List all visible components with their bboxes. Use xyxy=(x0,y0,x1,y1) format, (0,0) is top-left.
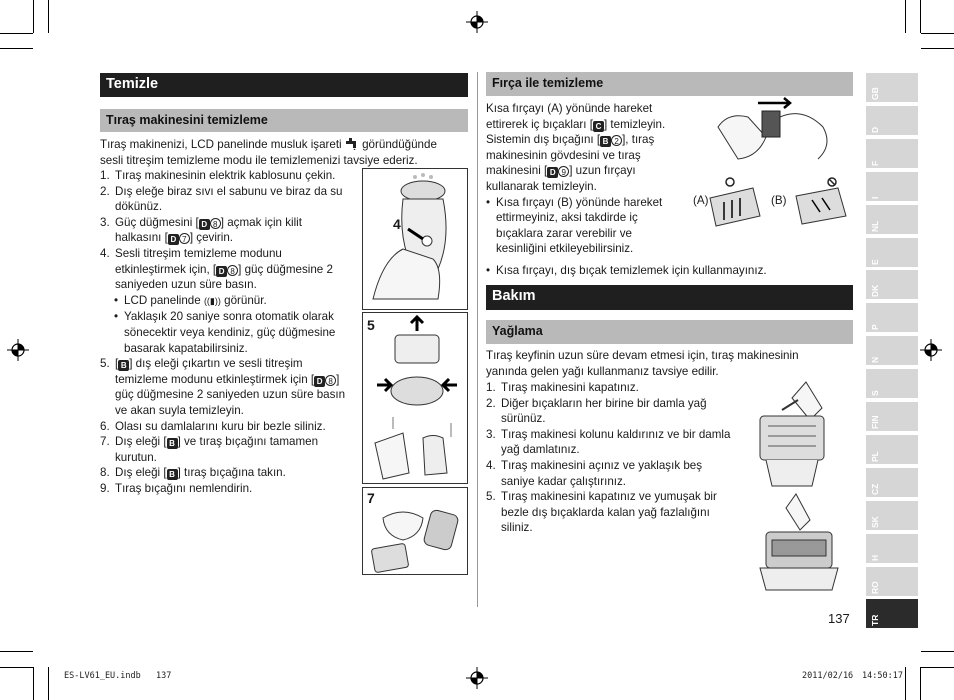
label-a: (A) xyxy=(693,194,709,207)
language-tab-ro[interactable]: RO xyxy=(866,567,918,596)
list-item: • Kısa fırçayı (B) yönünde hareket ettirmeyiniz, aksi takdirde iç bıçaklara zarar verebilir ve kesinliğini etkileyebilirsiniz. xyxy=(486,195,663,256)
list-item: 1. Tıraş makinesinin elektrik kablosunu çekin. xyxy=(100,169,336,182)
section-title-temizle: Temizle xyxy=(100,73,468,97)
language-tab-p[interactable]: P xyxy=(866,303,918,332)
faucet-icon xyxy=(345,138,359,150)
language-tab-n[interactable]: N xyxy=(866,336,918,365)
list-item: 1. Tıraş makinesini kapatınız. xyxy=(486,381,639,394)
label-b: (B) xyxy=(771,194,787,207)
registration-mark-right xyxy=(920,339,942,361)
shaver-illustration xyxy=(363,169,467,309)
language-tab-sk[interactable]: SK xyxy=(866,501,918,530)
list-item: 4. Sesli titreşim temizleme modunu etkinleştirmek için, [ D 8 ] güç düğmesine 2 saniyeden uzun süre basın. xyxy=(100,246,333,292)
footer-page: 137 xyxy=(156,671,172,681)
language-tab-tr[interactable]: TR xyxy=(866,599,918,628)
language-tab-i[interactable]: I xyxy=(866,172,918,201)
cleaning-steps xyxy=(100,168,362,496)
list-item: 2. Diğer bıçakların her birine bir damla yağ sürünüz. xyxy=(486,396,707,426)
figure-step-4: 4 xyxy=(362,168,468,310)
language-tab-fin[interactable]: FIN xyxy=(866,402,918,431)
remove-foil-illustration xyxy=(363,313,467,483)
list-item: • LCD panelinde ((▮)) görünür. xyxy=(114,293,267,307)
subsection-title: Tıraş makinesini temizleme xyxy=(100,109,468,132)
list-item: 3. Güç düğmesini [ D 8 ] açmak için kilit halkasını [ D 7 ] çevirin. xyxy=(100,215,302,245)
registration-mark-bottom xyxy=(466,667,488,689)
lubrication-steps xyxy=(486,380,748,536)
brush-bullet-2: • Kısa fırçayı, dış bıçak temizlemek için kullanmayınız. xyxy=(486,264,767,277)
language-tab-d[interactable]: D xyxy=(866,106,918,135)
registration-mark-top xyxy=(466,11,488,33)
brush-cleaning-title: Fırça ile temizleme xyxy=(486,72,853,96)
language-tab-dk[interactable]: DK xyxy=(866,270,918,299)
list-item: 6. Olası su damlalarını kuru bir bezle siliniz. xyxy=(100,419,326,433)
list-item: 4. Tıraş makinesini açınız ve yaklaşık beş saniye kadar çalıştırınız. xyxy=(486,458,703,488)
dry-parts-illustration xyxy=(363,488,467,574)
language-tab-cz[interactable]: CZ xyxy=(866,468,918,497)
footer-time: 14:50:17 xyxy=(862,671,903,681)
ref-d-icon: D xyxy=(199,219,210,230)
figure-step-5: 5 xyxy=(362,312,468,484)
language-tab-gb[interactable]: GB xyxy=(866,73,918,102)
registration-mark-left xyxy=(7,339,29,361)
brush-paragraph: Kısa fırçayı (A) yönünde hareket ettirerek iç bıçakları [ C ] temizleyin. Sistemin dış bıçağını [ B 2 ], tıraş makinesinin gövdesini ve tıraş makinesini [ D 9 ] uzun fırçayı kullanarak temizleyin. • Kısa fırçayı (B) yönünde hareket ettirmeyiniz, aksi takdirde iç bıçaklara zarar verebilir ve kesinliğini etkileyebilirsiniz. xyxy=(486,101,696,257)
lubrication-title: Yağlama xyxy=(486,320,853,344)
maintenance-title: Bakım xyxy=(486,285,853,310)
language-tab-h[interactable]: H xyxy=(866,534,918,563)
language-tab-f[interactable]: F xyxy=(866,139,918,168)
list-item: • Yaklaşık 20 saniye sonra otomatik olarak sönecektir veya kendiniz, güç düğmesine basarak kapatabilirsiniz. xyxy=(114,310,336,355)
lubrication-intro: Tıraş keyfinin uzun süre devam etmesi için, tıraş makinesinin yanında gelen yağı kullanmanız tavsiye edilir. xyxy=(486,349,799,378)
language-tab-pl[interactable]: PL xyxy=(866,435,918,464)
footer-file: ES-LV61_EU.indb xyxy=(64,671,141,681)
list-item: 9. Tıraş bıçağını nemlendirin. xyxy=(100,481,253,495)
language-tab-nl[interactable]: NL xyxy=(866,205,918,234)
list-item: 5. Tıraş makinesini kapatınız ve yumuşak bir bezle dış bıçaklarda kalan yağ fazlalığını siliniz. xyxy=(486,490,717,535)
vibration-icon: ((▮)) xyxy=(203,295,221,306)
intro-paragraph: Tıraş makinenizi, LCD panelinde musluk işareti göründüğünde sesli titreşim temizleme modu ile temizlemenizi tavsiye ederiz. xyxy=(100,138,437,167)
figure-step-7: 7 xyxy=(362,487,468,575)
oil-bottle-illustration xyxy=(752,378,847,488)
page-number: 137 xyxy=(828,611,850,626)
list-item: 8. Dış eleği [ B ] tıraş bıçağına takın. xyxy=(100,466,286,480)
language-tab-e[interactable]: E xyxy=(866,238,918,267)
list-item: 2. Dış eleğe biraz sıvı el sabunu ve biraz da su dökünüz. xyxy=(100,184,343,214)
column-divider xyxy=(477,72,478,607)
oil-cradle-illustration xyxy=(752,492,847,592)
brush-hand-illustration xyxy=(708,97,854,167)
list-item: 3. Tıraş makinesi kolunu kaldırınız ve bir damla yağ damlatınız. xyxy=(486,427,731,457)
footer-date: 2011/02/16 xyxy=(802,671,854,681)
language-tab-s[interactable]: S xyxy=(866,369,918,398)
list-item: 7. Dış eleği [ B ] ve tıraş bıçağını tamamen kurutun. xyxy=(100,435,319,464)
list-item: 5. [ B ] dış eleği çıkartın ve sesli titreşim temizleme modunu etkinleştirmek için [ D 8 ] güç düğmesine 2 saniyeden uzun süre basın ve akan suyla temizleyin. xyxy=(100,357,346,417)
